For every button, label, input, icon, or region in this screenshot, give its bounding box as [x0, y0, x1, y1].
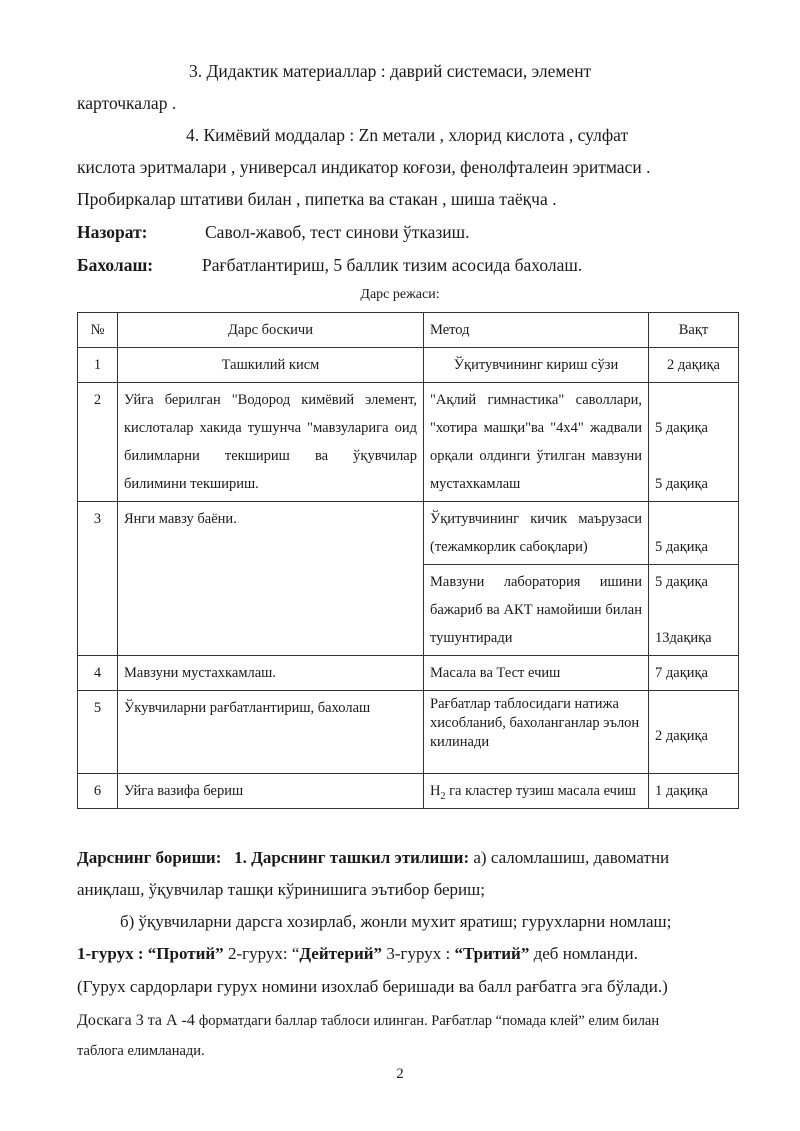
board-text-small: форматдаги баллар таблоси илинган. Рағбатлар “помада клей” елим билан: [198, 1013, 660, 1029]
group2-name: Дейтерий”: [299, 944, 383, 963]
formula-h: H: [430, 783, 441, 799]
row-number: 6: [78, 774, 118, 809]
group-names-rest: деб номланди.: [529, 944, 638, 963]
group-names-line: [77, 943, 638, 965]
progress-label: Дарснинг бориши:: [77, 848, 222, 867]
method-text: га кластер тузиш масала ечиш: [445, 783, 636, 799]
captains-line: (Гурух сардорлари гурух номини изохлаб беришади ва балл рағбатга эга бўлади.): [77, 977, 668, 996]
lesson-plan-table: [77, 312, 739, 809]
board-text-large: Доскага 3 та А -4: [77, 1012, 199, 1029]
row-stage: Ташкилий кисм: [118, 348, 424, 383]
table-header-row: [78, 313, 739, 348]
row-time: 1 дақиқа: [649, 774, 739, 809]
row-method: Рағбатлар таблосидаги натижа хисобланиб, бахоланганлар эълон килинади: [424, 691, 649, 774]
control-value: Савол-жавоб, тест синови ўтказиш.: [205, 222, 470, 242]
organization-heading: 1. Дарснинг ташкил этилиши:: [234, 848, 470, 867]
row-time: [649, 565, 739, 656]
chemicals-line1: 4. Кимёвий моддалар : Zn метали , хлорид кислота , сулфат: [186, 125, 629, 145]
row-time: [649, 502, 739, 565]
row-time-value: 5 дақиқа: [655, 476, 708, 492]
row-time-value: 2 дақиқа: [655, 728, 708, 744]
group3-name: “Тритий”: [454, 944, 530, 963]
table-row: [78, 774, 739, 809]
row-time: [649, 383, 739, 502]
page-number: 2: [396, 1066, 404, 1082]
table-caption: Дарс режаси:: [360, 287, 440, 302]
didactic-materials-line2: карточкалар .: [77, 93, 177, 113]
board-line2: таблога елимланади.: [77, 1043, 205, 1059]
row-time-value: 5 дақиқа: [655, 420, 708, 436]
row-number: 1: [78, 348, 118, 383]
organization-text: а) саломлашиш, давоматни: [469, 848, 670, 867]
row-number: 4: [78, 656, 118, 691]
table-row: [78, 502, 739, 565]
header-number: №: [78, 313, 118, 348]
row-time: [649, 691, 739, 774]
lesson-progress-line1: [77, 847, 669, 869]
header-stage: Дарс боскичи: [118, 313, 424, 348]
row-method: [424, 774, 649, 809]
group3-label: 3-гурух :: [382, 944, 455, 963]
lesson-progress-line2: аниқлаш, ўқувчилар ташқи кўринишига эътибор бериш;: [77, 880, 485, 899]
row-stage: Уйга берилган "Водород кимёвий элемент, кислоталар хакида тушунча "мавзуларига оид билимларни текшириш ва ўқувчилар билимини текшириш.: [118, 383, 424, 502]
row-method: Мавзуни лаборатория ишини бажариб ва АКТ намойиши билан тушунтиради: [424, 565, 649, 656]
row-time: 7 дақиқа: [649, 656, 739, 691]
header-method: Метод: [424, 313, 649, 348]
row-method: Масала ва Тест ечиш: [424, 656, 649, 691]
chemicals-line2: кислота эритмалари , универсал индикатор коғози, фенолфталеин эритмаси .: [77, 157, 651, 177]
row-stage: Уйга вазифа бериш: [118, 774, 424, 809]
control-label: Назорат:: [77, 222, 148, 242]
board-line1: [77, 1010, 659, 1032]
row-number: 5: [78, 691, 118, 774]
group1-label: 1-гурух :: [77, 944, 148, 963]
table-row: [78, 383, 739, 502]
table-row: [78, 656, 739, 691]
row-time-value: 13дақиқа: [655, 630, 712, 646]
row-time: 2 дақиқа: [649, 348, 739, 383]
header-time: Вақт: [649, 313, 739, 348]
row-method: "Ақлий гимнастика" саволлари, "хотира машқи"ва "4х4" жадвали орқали олдинги ўтилган мавзуни мустахкамлаш: [424, 383, 649, 502]
table-row: [78, 691, 739, 774]
grading-label: Бахолаш:: [77, 255, 154, 275]
grading-value: Рағбатлантириш, 5 баллик тизим асосида бахолаш.: [202, 255, 583, 275]
row-stage: Янги мавзу баёни.: [118, 502, 424, 656]
chemicals-line3: Пробиркалар штативи билан , пипетка ва стакан , шиша таёқча .: [77, 189, 557, 209]
didactic-materials-line1: 3. Дидактик материаллар : даврий системаси, элемент: [189, 61, 592, 81]
row-time-value: 5 дақиқа: [655, 539, 708, 555]
row-number: 3: [78, 502, 118, 656]
table-row: [78, 348, 739, 383]
row-time-value: 5 дақиқа: [655, 574, 708, 590]
row-method: Ўқитувчининг кириш сўзи: [424, 348, 649, 383]
row-stage: Ўкувчиларни рағбатлантириш, бахолаш: [118, 691, 424, 774]
row-stage: Мавзуни мустахкамлаш.: [118, 656, 424, 691]
groups-intro-line: б) ўқувчиларни дарсга хозирлаб, жонли мухит яратиш; гурухларни номлаш;: [120, 912, 672, 931]
row-number: 2: [78, 383, 118, 502]
row-method: Ўқитувчининг кичик маърузаси (тежамкорлик сабоқлари): [424, 502, 649, 565]
group1-name: “Протий”: [147, 944, 224, 963]
group2-label: 2-гурух: “: [223, 944, 300, 963]
formula-subscript: 2: [440, 790, 446, 802]
